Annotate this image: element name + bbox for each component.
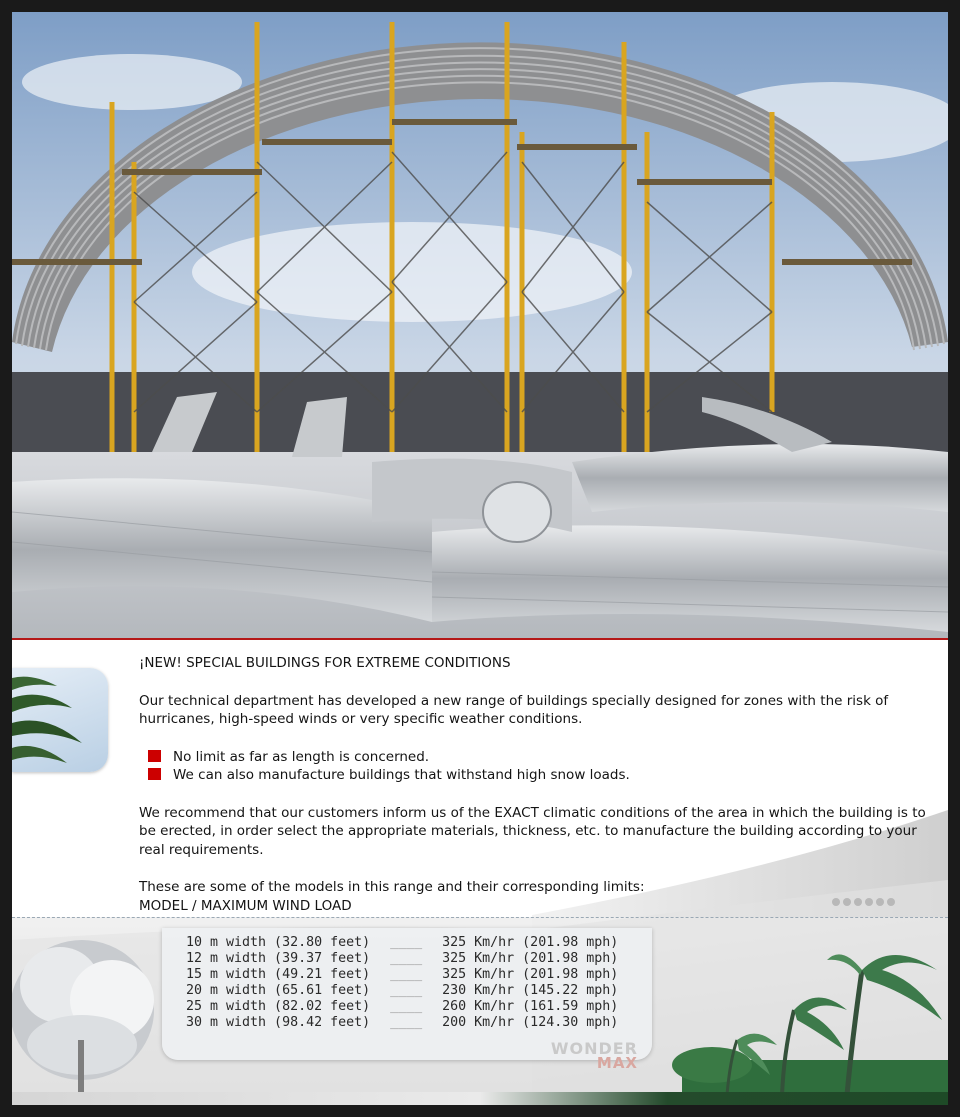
model-width: 10 m width (32.80 feet) <box>186 935 371 950</box>
model-width: 15 m width (49.21 feet) <box>186 967 371 982</box>
building-construction-image <box>12 12 948 638</box>
row-separator: ____ <box>390 967 423 982</box>
dot-icon <box>843 898 851 906</box>
table-row <box>186 967 618 983</box>
model-width: 30 m width (98.42 feet) <box>186 1015 371 1030</box>
max-wind-load: 325 Km/hr (201.98 mph) <box>442 935 619 950</box>
footer-strip <box>12 1092 948 1105</box>
model-width: 20 m width (65.61 feet) <box>186 983 371 998</box>
list-item: No limit as far as length is concerned. <box>139 748 939 767</box>
table-heading: MODEL / MAXIMUM WIND LOAD <box>139 897 352 914</box>
brand-logo-line2: MAX <box>596 1054 638 1072</box>
hero-photo <box>12 12 948 638</box>
wind-load-table <box>186 935 618 1031</box>
max-wind-load: 200 Km/hr (124.30 mph) <box>442 1015 619 1030</box>
table-row <box>186 1015 618 1031</box>
max-wind-load: 230 Km/hr (145.22 mph) <box>442 983 619 998</box>
row-separator: ____ <box>390 983 423 998</box>
max-wind-load: 325 Km/hr (201.98 mph) <box>442 967 619 982</box>
pagination-dots <box>832 898 895 906</box>
brand-logo-line1: WONDER <box>550 1039 638 1058</box>
red-bullet-icon <box>148 750 161 762</box>
main-text <box>139 654 939 915</box>
dot-icon <box>854 898 862 906</box>
page-title: ¡NEW! SPECIAL BUILDINGS FOR EXTREME CONDITIONS <box>139 655 511 671</box>
dot-icon <box>865 898 873 906</box>
brand-logo <box>548 1039 638 1072</box>
recommendation-paragraph: We recommend that our customers inform us of the EXACT climatic conditions of the area in which the building is to be erected, in order select the appropriate materials, thickness, etc. to manufacture the building according to your real requirements. <box>139 804 926 858</box>
max-wind-load: 325 Km/hr (201.98 mph) <box>442 951 619 966</box>
intro-paragraph: Our technical department has developed a new range of buildings specially designed for zones with the risk of hurricanes, high-speed winds or very specific weather conditions. <box>139 692 889 727</box>
table-row <box>186 983 618 999</box>
red-bullet-icon <box>148 768 161 780</box>
palm-leaf-image <box>12 668 108 772</box>
dot-icon <box>832 898 840 906</box>
model-width: 12 m width (39.37 feet) <box>186 951 371 966</box>
row-separator: ____ <box>390 999 423 1014</box>
models-intro: These are some of the models in this range and their corresponding limits: <box>139 879 645 895</box>
list-item: We can also manufacture buildings that withstand high snow loads. <box>139 766 939 785</box>
dot-icon <box>887 898 895 906</box>
feature-list <box>139 748 939 785</box>
max-wind-load: 260 Km/hr (161.59 mph) <box>442 999 619 1014</box>
dot-icon <box>876 898 884 906</box>
row-separator: ____ <box>390 1015 423 1030</box>
table-row <box>186 935 618 951</box>
content-panel <box>12 640 948 1105</box>
page-frame <box>12 12 948 1105</box>
row-separator: ____ <box>390 935 423 950</box>
dashed-divider <box>12 917 948 918</box>
table-row <box>186 999 618 1015</box>
palm-leaf-thumbnail <box>12 668 108 772</box>
row-separator: ____ <box>390 951 423 966</box>
table-row <box>186 951 618 967</box>
model-width: 25 m width (82.02 feet) <box>186 999 371 1014</box>
